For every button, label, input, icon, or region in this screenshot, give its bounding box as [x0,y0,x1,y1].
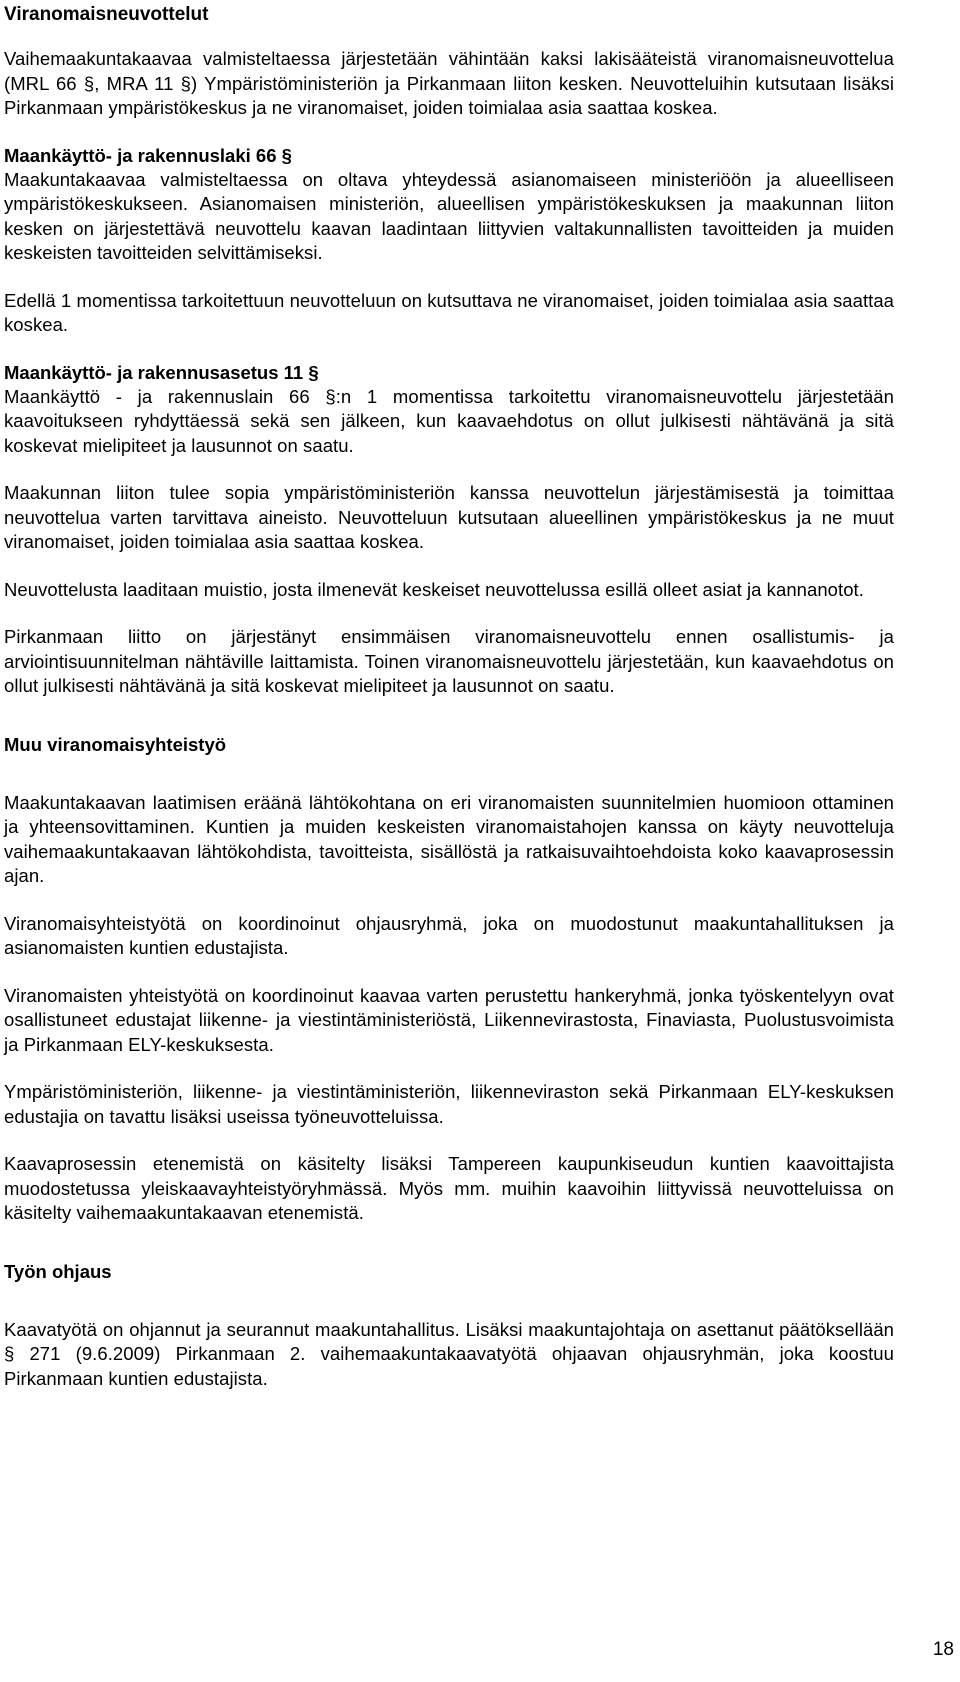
section-heading-tyon-ohjaus: Työn ohjaus [4,1260,112,1282]
page-number: 18 [932,1639,954,1660]
paragraph-mra-2: Maakunnan liiton tulee sopia ympäristöministeriön kanssa neuvottelun järjestämisestä ja toimittaa neuvottelua varten tarvittava aineisto. Neuvotteluun kutsutaan alueellinen ympäristökeskus ja ne muut viranomaiset, joiden toimialaa asia saattaa koskea. [4,482,894,552]
document-page [4,0,894,1391]
paragraph-muu-4: Ympäristöministeriön, liikenne- ja viestintäministeriön, liikenneviraston sekä Pirkanmaan ELY-keskuksen edustajia on tavattu lisäksi useissa työneuvotteluissa. [4,1081,894,1127]
law-title-mrl: Maankäyttö- ja rakennuslaki 66 § [4,144,292,166]
section-heading-viranomaisneuvottelut: Viranomaisneuvottelut [4,4,209,25]
paragraph-muu-5: Kaavaprosessin etenemistä on käsitelty lisäksi Tampereen kaupunkiseudun kuntien kaavoittajista muodostetussa yleiskaavayhteistyöryhmässä. Myös mm. muihin kaavoihin liittyvissä neuvotteluissa on käsitelty vaihemaakuntakaavan etenemistä. [4,1153,894,1223]
paragraph-intro: Vaihemaakuntakaavaa valmisteltaessa järjestetään vähintään kaksi lakisääteistä viranomaisneuvottelua (MRL 66 §, MRA 11 §) Ympäristöministeriön ja Pirkanmaan liiton kesken. Neuvotteluihin kutsutaan lisäksi Pirkanmaan ympäristökeskus ja ne viranomaiset, joiden toimialaa asia saattaa koskea. [4,48,894,118]
paragraph-pirkanmaa-neuvottelut: Pirkanmaan liitto on järjestänyt ensimmäisen viranomaisneuvottelu ennen osallistumis- ja arviointisuunnitelman nähtäville laittamista. Toinen viranomaisneuvottelu järjestetään, kun kaavaehdotus on ollut julkisesti nähtävänä ja sitä koskevat mielipiteet ja lausunnot on saatu. [4,626,894,696]
paragraph-mrl-1: Maakuntakaavaa valmisteltaessa on oltava yhteydessä asianomaiseen ministeriöön ja alueelliseen ympäristökeskukseen. Asianomaisen ministeriön, alueellisen ympäristökeskuksen ja maakunnan liiton kesken on järjestettävä neuvottelu kaavan laadintaan liittyvien valtakunnallisten tavoitteiden ja muiden keskeisten tavoitteiden selvittämiseksi. [4,168,894,263]
paragraph-muu-1: Maakuntakaavan laatimisen eräänä lähtökohtana on eri viranomaisten suunnitelmien huomioon ottaminen ja yhteensovittaminen. Kuntien ja muiden keskeisten viranomaistahojen kanssa on käyty neuvotteluja vaihemaakuntakaavan lähtökohdista, tavoitteista, sisällöstä ja ratkaisuvaihtoehdoista koko kaavaprosessin ajan. [4,791,894,886]
paragraph-muu-3: Viranomaisten yhteistyötä on koordinoinut kaavaa varten perustettu hankeryhmä, jonka työskentelyyn ovat osallistuneet edustajat liikenne- ja viestintäministeriöstä, Liikennevirastosta, Finaviasta, Puolustusvoimista ja Pirkanmaan ELY-keskuksesta. [4,984,894,1055]
section-heading-muu-viranomaisyhteistyo: Muu viranomaisyhteistyö [4,733,227,755]
paragraph-mrl-2: Edellä 1 momentissa tarkoitettuun neuvotteluun on kutsuttava ne viranomaiset, joiden toimialaa asia saattaa koskea. [4,289,894,335]
paragraph-muu-2: Viranomaisyhteistyötä on koordinoinut ohjausryhmä, joka on muodostunut maakuntahallituksen ja asianomaisten kuntien edustajista. [4,912,894,958]
paragraph-mra-1: Maankäyttö - ja rakennuslain 66 §:n 1 momentissa tarkoitettu viranomaisneuvottelu järjestetään kaavoitukseen ryhdyttäessä sekä sen jälkeen, kun kaavaehdotus on ollut julkisesti nähtävänä ja sitä koskevat mielipiteet ja lausunnot on saatu. [4,385,894,456]
law-title-mra: Maankäyttö- ja rakennusasetus 11 § [4,361,319,383]
paragraph-tyon-ohjaus: Kaavatyötä on ohjannut ja seurannut maakuntahallitus. Lisäksi maakuntajohtaja on asettanut päätöksellään § 271 (9.6.2009) Pirkanmaan 2. vaihemaakuntakaavatyötä ohjaavan ohjausryhmän, joka koostuu Pirkanmaan kuntien edustajista. [4,1318,894,1389]
paragraph-mra-3: Neuvottelusta laaditaan muistio, josta ilmenevät keskeiset neuvottelussa esillä olleet asiat ja kannanotot. [4,578,864,600]
